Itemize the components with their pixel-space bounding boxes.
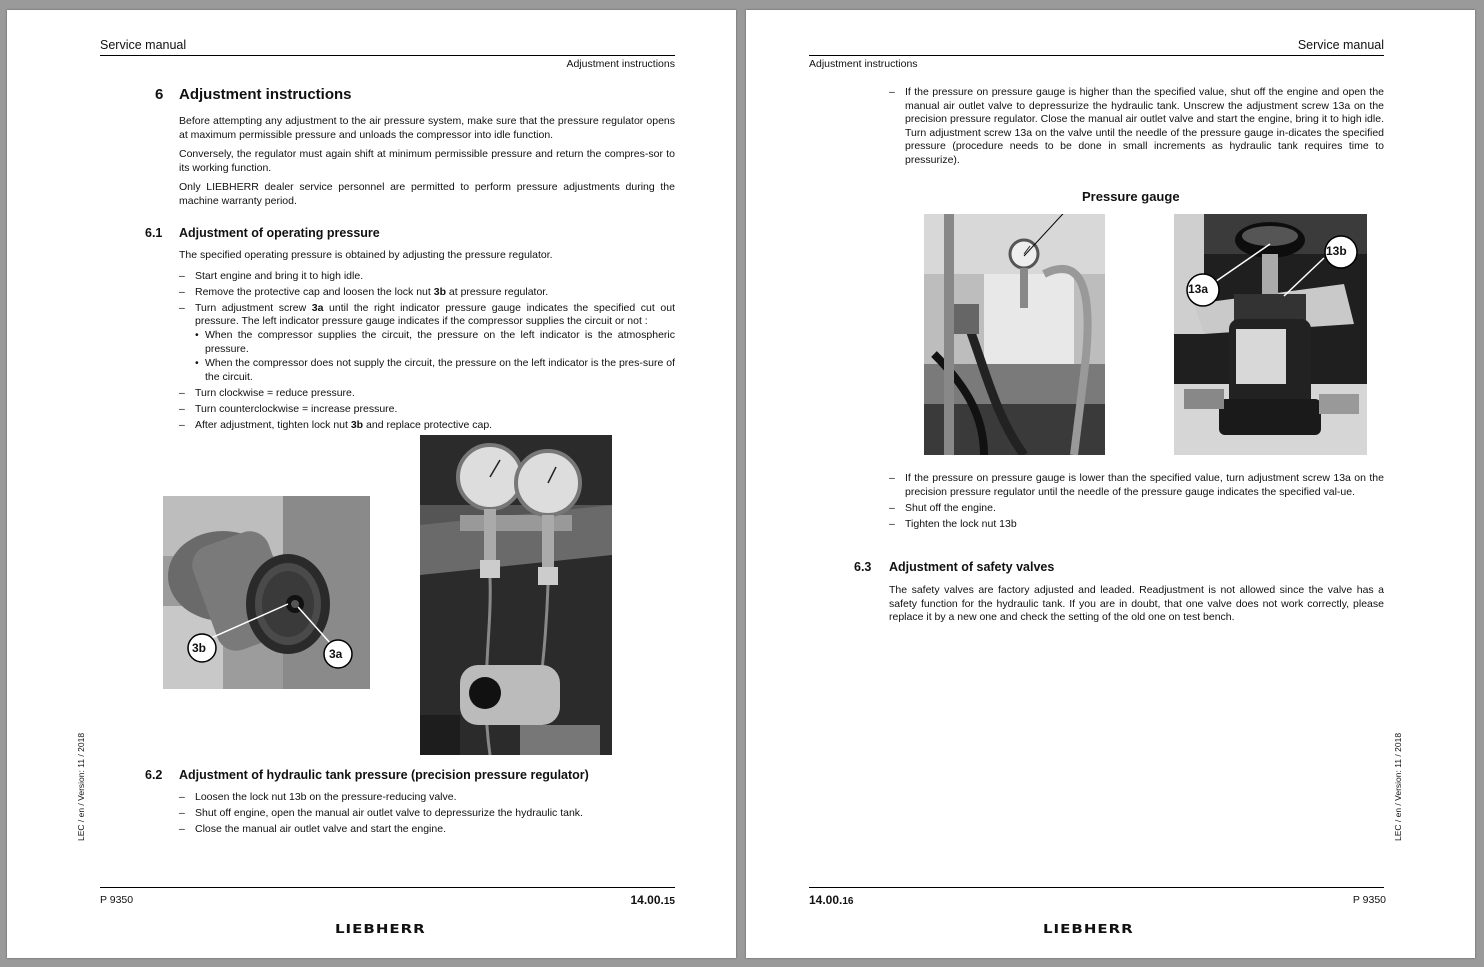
list-item: – After adjustment, tighten lock nut 3b and replace protective cap.	[179, 419, 493, 432]
header-rule	[100, 55, 675, 56]
section-number: 6.1	[145, 226, 163, 240]
list-item: – Turn clockwise = reduce pressure.	[179, 386, 355, 399]
list-item: – Shut off the engine.	[889, 501, 996, 514]
section-number: 6	[155, 86, 164, 103]
pressure-gauge-photo	[924, 214, 1105, 455]
list-item: – Turn adjustment screw 3a until the right indicator pressure gauge indicates the specified cut out pressure. The left indicator pressure gauge indicates if the compressor supplies the circuit or not :	[179, 301, 675, 328]
header-subtitle: Adjustment instructions	[809, 58, 918, 70]
list-item: – Turn counterclockwise = increase pressure.	[179, 402, 398, 415]
paragraph: The safety valves are factory adjusted and leaded. Readjustment is not allowed since the valve has a safety function for the hydraulic tank. If you are in doubt, that one valve does not work correctly, please replace it by a new one and check the setting of the old one on test bench.	[889, 584, 1384, 624]
paragraph: Conversely, the regulator must again shift at minimum permissible pressure and return the compres-sor to its working function.	[179, 148, 675, 174]
precision-regulator-photo	[1174, 214, 1367, 455]
header-title: Service manual	[1297, 38, 1384, 52]
model-number: P 9350	[100, 894, 134, 906]
list-item: – If the pressure on pressure gauge is higher than the specified value, shut off the engine and open the manual air outlet valve to depressurize the hydraulic tank. Unscrew the adjustment screw 13a on the precision pressure regulator. Close the manual air outlet valve and start the engine, bring it to high idle. Turn adjustment screw 13a on the valve until the needle of the pressure gauge in-dicates the specified pressure (procedure needs to be done in small increments as hydraulic tank requires time to pressurize).	[889, 86, 1384, 166]
list-item: – Loosen the lock nut 13b on the pressure-reducing valve.	[179, 791, 457, 803]
callout-3b: 3b	[192, 641, 207, 655]
list-item: – Remove the protective cap and loosen the lock nut 3b at pressure regulator.	[179, 285, 549, 298]
regulator-photo	[163, 496, 370, 689]
section-number: 6.2	[145, 768, 163, 782]
sub-list-item: • When the compressor supplies the circuit, the pressure on the left indicator is the atmospheric pressure.	[195, 328, 675, 355]
sub-list-item: • When the compressor does not supply the circuit, the pressure on the left indicator is the pres-sure of the circuit.	[195, 357, 675, 383]
liebherr-logo: LIEBHERR	[335, 921, 426, 937]
list-item: – If the pressure on pressure gauge is lower than the specified value, turn adjustment screw 13a on the precision pressure regulator until the needle of the pressure gauge indicates the specified val-ue.	[889, 472, 1384, 498]
version-label: LEC / en / Version: 11 / 2018	[76, 732, 86, 841]
paragraph: The specified operating pressure is obtained by adjusting the pressure regulator.	[179, 249, 553, 261]
liebherr-logo: LIEBHERR	[1043, 921, 1134, 937]
section-body	[889, 86, 1384, 170]
section-title: Adjustment of hydraulic tank pressure (precision pressure regulator)	[179, 768, 589, 782]
header-title: Service manual	[100, 38, 187, 52]
header-subtitle: Adjustment instructions	[566, 58, 675, 70]
list-item: – Tighten the lock nut 13b	[889, 517, 1017, 530]
callout-3a: 3a	[329, 647, 343, 661]
list-item: – Start engine and bring it to high idle.	[179, 269, 364, 282]
section-title: Adjustment of safety valves	[889, 560, 1055, 574]
page-left	[7, 10, 736, 958]
model-number: P 9350	[1352, 894, 1386, 906]
section-number: 6.3	[854, 560, 872, 574]
section-title: Adjustment instructions	[179, 86, 352, 103]
callout-13a: 13a	[1188, 282, 1209, 296]
gauges-photo	[420, 435, 612, 755]
list-item: – Shut off engine, open the manual air outlet valve to depressurize the hydraulic tank.	[179, 807, 583, 820]
section-body	[889, 584, 1384, 631]
page-number: 14.00.15	[630, 893, 675, 907]
section-body	[179, 115, 675, 215]
section-body	[179, 249, 675, 435]
version-label: LEC / en / Version: 11 / 2018	[1393, 732, 1403, 841]
paragraph: Only LIEBHERR dealer service personnel are permitted to perform pressure adjustments during the machine warranty period.	[179, 181, 675, 207]
footer-rule	[100, 887, 675, 888]
footer-rule	[809, 887, 1384, 888]
page-number: 14.00.16	[809, 893, 854, 907]
paragraph: Before attempting any adjustment to the air pressure system, make sure that the pressure regulator opens at maximum permissible pressure and unloads the compressor into idle function.	[179, 115, 675, 141]
section-body	[889, 472, 1384, 534]
section-title: Adjustment of operating pressure	[179, 226, 380, 240]
callout-13b: 13b	[1326, 244, 1347, 258]
section-body	[179, 791, 675, 839]
figure-caption: Pressure gauge	[1082, 189, 1180, 204]
page-right	[746, 10, 1475, 958]
list-item: – Close the manual air outlet valve and start the engine.	[179, 823, 446, 836]
header-rule	[809, 55, 1384, 56]
